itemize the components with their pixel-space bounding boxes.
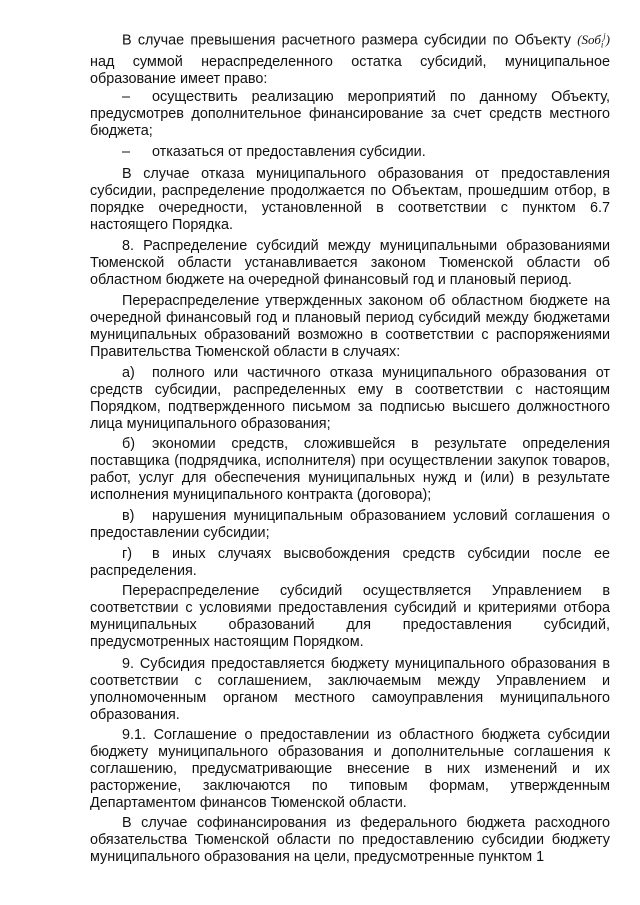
paragraph-section-8: 8. Распределение субсидий между муниципальными образованиями Тюменской области устанавливается законом Тюменской области об областном бюджете на очередной финансовый год и плановый период. [90, 238, 610, 288]
paragraph-section-9-1: 9.1. Соглашение о предоставлении из областного бюджета субсидии бюджету муниципального образования и дополнительные соглашения к соглашению, предусматривающие внесение в них изменений и их расторжение, заключаются по типовым формам, утвержденным Департаментом финансов Тюменской области. [90, 727, 610, 811]
paragraph-redistribution-by-department: Перераспределение субсидий осуществляется Управлением в соответствии с условиями предоставления субсидий и критериями отбора муниципальных образований для предоставления субсидий, предусмотренных настоящим Порядком. [90, 583, 610, 650]
paragraph-section-9: 9. Субсидия предоставляется бюджету муниципального образования в соответствии с соглашением, заключаемым между Управлением и уполномоченным органом местного самоуправления муниципального образования. [90, 656, 610, 723]
list-item-b [90, 436, 610, 504]
formula-close: ) [605, 32, 610, 48]
dash-item-additional-funding [90, 89, 610, 140]
paragraph-cofinancing: В случае софинансирования из федерального бюджета расходного обязательства Тюменской области по предоставлению субсидии бюджету муниципального образования на цели, предусмотренные пунктом 1 [90, 815, 610, 865]
dash-item-refuse-subsidy [90, 144, 610, 161]
list-item-text: нарушения муниципальным образованием условий соглашения о предоставлении субсидии; [90, 508, 610, 541]
paragraph-subsidy-excess [90, 28, 610, 88]
list-marker: в) [122, 508, 135, 524]
formula-s-ob [577, 32, 610, 50]
dash-item-text: отказаться от предоставления субсидии. [152, 144, 426, 160]
list-marker: а) [122, 365, 135, 381]
formula-superscript: j [603, 32, 606, 41]
dash-marker: – [122, 89, 131, 105]
formula-base: (Sоб [577, 32, 601, 48]
list-item-a [90, 365, 610, 433]
list-item-v [90, 508, 610, 542]
dash-marker: – [122, 144, 131, 160]
dash-item-text: осуществить реализацию мероприятий по данному Объекту, предусмотрев дополнительное финансирование за счет средств местного бюджета; [90, 89, 610, 139]
formula-subscript: i [600, 39, 604, 50]
list-item-text: полного или частичного отказа муниципального образования от средств субсидии, распределенных ему в соответствии с настоящим Порядком, подтвержденного письмом за подписью высшего должностного лица муниципального образования; [90, 365, 610, 432]
paragraph-redistribution: Перераспределение утвержденных законом об областном бюджете на очередной финансовый год и плановый период субсидий между бюджетами муниципальных образований возможно в соответствии с распоряжениями Правительства Тюменской области в случаях: [90, 293, 610, 360]
paragraph-refusal: В случае отказа муниципального образования от предоставления субсидии, распределение продолжается по Объектам, прошедшим отбор, в порядке очередности, установленной в соответствии с пунктом 6.7 настоящего Порядка. [90, 166, 610, 233]
list-item-g [90, 546, 610, 580]
list-marker: г) [122, 546, 133, 562]
list-item-text: экономии средств, сложившейся в результате определения поставщика (подрядчика, исполнителя) при осуществлении закупок товаров, работ, услуг для обеспечения муниципальных нужд и (или) в результате исполнения муниципального контракта (договора); [90, 436, 610, 503]
paragraph-subsidy-excess-text: В случае превышения расчетного размера субсидии по Объекту [122, 32, 571, 49]
list-item-text: в иных случаях высвобождения средств субсидии после ее распределения. [90, 546, 610, 579]
paragraph-subsidy-excess-continuation: над суммой нераспределенного остатка субсидий, муниципальное образование имеет право: [90, 53, 610, 87]
list-marker: б) [122, 436, 136, 452]
